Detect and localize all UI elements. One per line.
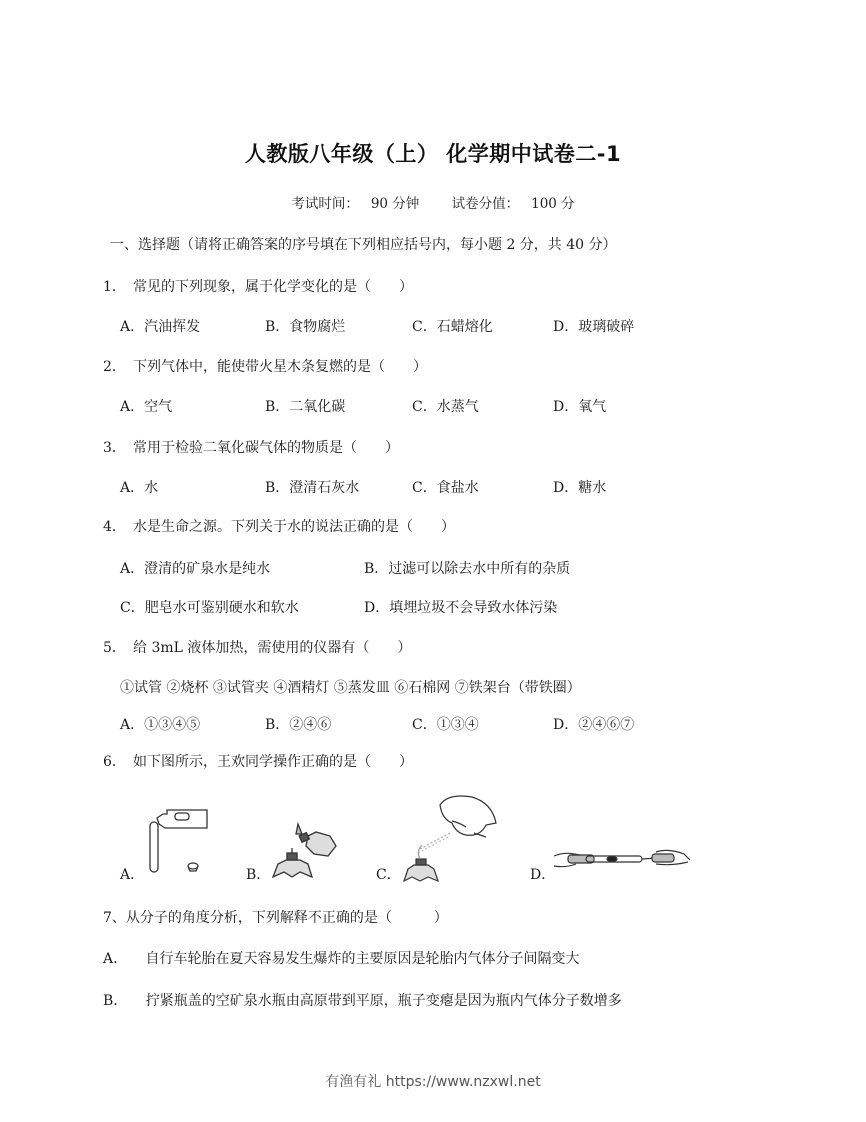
q5-option-d[interactable]: D．②④⑥⑦ <box>553 717 635 733</box>
question-5 <box>103 637 411 657</box>
q4-option-c[interactable]: C．肥皂水可鉴别硬水和软水 <box>120 600 299 616</box>
q3-option-c[interactable]: C．食盐水 <box>412 480 479 496</box>
q4-option-a[interactable]: A．澄清的矿泉水是纯水 <box>120 561 271 577</box>
question-text: 常见的下列现象，属于化学变化的是（ ） <box>133 279 413 295</box>
question-3 <box>103 437 399 457</box>
q4-option-b[interactable]: B．过滤可以除去水中所有的杂质 <box>364 561 571 577</box>
question-text: 从分子的角度分析，下列解释不正确的是（ ） <box>125 910 448 926</box>
q3-option-b[interactable]: B．澄清石灰水 <box>265 480 360 496</box>
footer-watermark: 有渔有礼 https://www.nzxwl.net <box>325 1074 541 1090</box>
q5-option-b[interactable]: B．②④⑥ <box>265 717 332 733</box>
q4-option-d[interactable]: D．填埋垃圾不会导致水体污染 <box>364 600 558 616</box>
blowing-out-lamp-figure-icon <box>400 793 500 883</box>
question-number: 5． <box>103 640 126 656</box>
q5-option-c[interactable]: C．①③④ <box>412 717 479 733</box>
q6-option-b[interactable]: B． <box>246 867 271 883</box>
q6-option-a[interactable]: A． <box>120 867 145 883</box>
q2-option-c[interactable]: C．水蒸气 <box>412 399 479 415</box>
question-2 <box>103 356 427 376</box>
question-4 <box>103 516 455 536</box>
exam-info <box>0 192 866 212</box>
q2-option-b[interactable]: B．二氧化碳 <box>265 399 346 415</box>
question-number: 3． <box>103 440 126 456</box>
question-text: 给 3mL 液体加热，需使用的仪器有（ ） <box>133 640 412 656</box>
question-text: 常用于检验二氧化碳气体的物质是（ ） <box>133 440 399 456</box>
question-number: 6． <box>103 754 126 770</box>
q2-option-d[interactable]: D．氧气 <box>553 399 607 415</box>
question-number: 7、 <box>103 910 126 926</box>
exam-time-label: 考试时间： <box>291 196 359 212</box>
q3-option-d[interactable]: D．糖水 <box>553 480 607 496</box>
score-value: 100 分 <box>531 196 575 212</box>
q7-option-b[interactable]: B. 拧紧瓶盖的空矿泉水瓶由高原带到平原，瓶子变瘪是因为瓶内气体分子数增多 <box>103 993 622 1009</box>
page-title: 人教版八年级（上） 化学期中试卷二-1 <box>244 142 622 166</box>
q3-option-a[interactable]: A．水 <box>120 480 159 496</box>
q6-option-d[interactable]: D． <box>530 867 556 883</box>
q7-option-a[interactable]: A. 自行车轮胎在夏天容易发生爆炸的主要原因是轮胎内气体分子间隔变大 <box>103 951 580 967</box>
heating-test-tube-figure-icon <box>552 846 692 872</box>
question-number: 4． <box>103 519 126 535</box>
q1-option-a[interactable]: A．汽油挥发 <box>120 319 201 335</box>
question-6 <box>103 751 413 771</box>
pouring-liquid-figure-icon <box>145 808 215 880</box>
question-text: 水是生命之源。下列关于水的说法正确的是（ ） <box>133 519 455 535</box>
q6-option-c[interactable]: C． <box>376 867 401 883</box>
exam-time-value: 90 分钟 <box>370 196 420 212</box>
question-number: 1． <box>103 279 126 295</box>
question-text: 下列气体中，能使带火星木条复燃的是（ ） <box>133 359 427 375</box>
q1-option-c[interactable]: C．石蜡熔化 <box>412 319 493 335</box>
q1-option-d[interactable]: D．玻璃破碎 <box>553 319 635 335</box>
q5-option-a[interactable]: A．①③④⑤ <box>120 717 201 733</box>
question-text: 如下图所示，王欢同学操作正确的是（ ） <box>133 754 413 770</box>
section-heading: 一、选择题（请将正确答案的序号填在下列相应括号内，每小题 2 分，共 40 分） <box>110 237 617 253</box>
q2-option-a[interactable]: A．空气 <box>120 399 173 415</box>
score-label: 试卷分值： <box>451 196 520 212</box>
question-number: 2． <box>103 359 126 375</box>
question-1 <box>103 276 413 296</box>
q5-instrument-list: ①试管 ②烧杯 ③试管夹 ④酒精灯 ⑤蒸发皿 ⑥石棉网 ⑦铁架台（带铁圈） <box>120 680 581 696</box>
q1-option-b[interactable]: B．食物腐烂 <box>265 319 346 335</box>
question-7 <box>103 907 448 927</box>
lighting-alcohol-lamp-figure-icon <box>270 822 340 880</box>
